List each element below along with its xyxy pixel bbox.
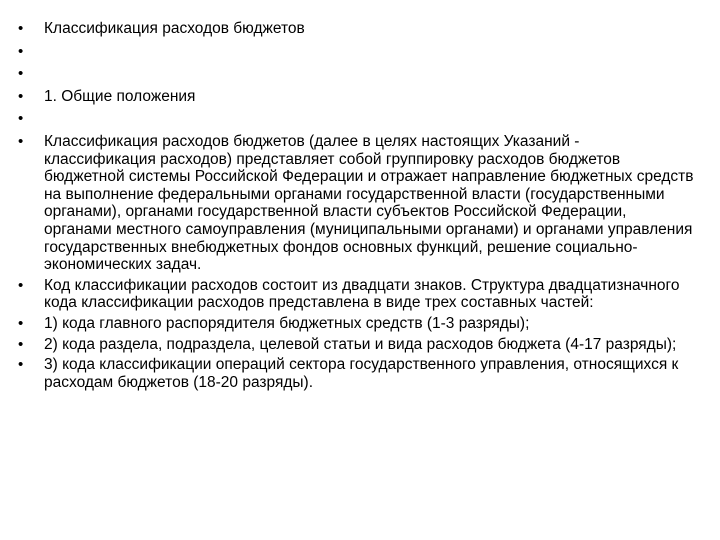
list-item-code-part <box>18 356 694 391</box>
bullet-icon: • <box>18 65 24 83</box>
slide-title: Классификация расходов бюджетов <box>44 20 305 37</box>
list-item-empty <box>18 110 694 128</box>
list-item-paragraph <box>18 277 694 312</box>
bullet-icon: • <box>18 132 24 150</box>
bullet-icon: • <box>18 87 24 105</box>
code-part-3: 3) кода классификации операций сектора государственного управления, относящихся к расходам бюджетов (18-20 разряды). <box>44 356 679 391</box>
list-item-title <box>18 20 694 38</box>
list-item-paragraph <box>18 133 694 274</box>
bullet-list <box>18 20 694 391</box>
code-part-2: 2) кода раздела, подраздела, целевой статьи и вида расходов бюджета (4-17 разряды); <box>44 335 677 353</box>
code-structure-paragraph: Код классификации расходов состоит из двадцати знаков. Структура двадцатизначного кода классификации расходов представлена в виде трех составных частей: <box>44 276 680 312</box>
bullet-icon: • <box>18 314 24 332</box>
bullet-icon: • <box>18 335 24 353</box>
list-item-empty <box>18 43 694 61</box>
list-item-empty <box>18 65 694 83</box>
definition-paragraph: Классификация расходов бюджетов (далее в целях настоящих Указаний - классификация расходов) представляет собой группировку расходов бюджетов бюджетной системы Российской Федерации и отражает направление бюджетных средств на выполнение федеральными органами государственной власти (государственными органами), органами государственной власти субъектов Российской Федерации, органами местного самоуправления (муниципальными органами) и органами управления государственных внебюджетных фондов основных функций, решение социально-экономических задач. <box>44 132 694 274</box>
code-part-1: 1) кода главного распорядителя бюджетных средств (1-3 разряды); <box>44 314 530 332</box>
bullet-icon: • <box>18 110 24 128</box>
bullet-icon: • <box>18 42 24 60</box>
bullet-icon: • <box>18 356 24 374</box>
section-heading: 1. Общие положения <box>44 87 196 105</box>
list-item-code-part <box>18 336 694 354</box>
bullet-icon: • <box>18 276 24 294</box>
list-item-code-part <box>18 315 694 333</box>
list-item-section-heading <box>18 88 694 106</box>
bullet-icon: • <box>18 20 24 37</box>
